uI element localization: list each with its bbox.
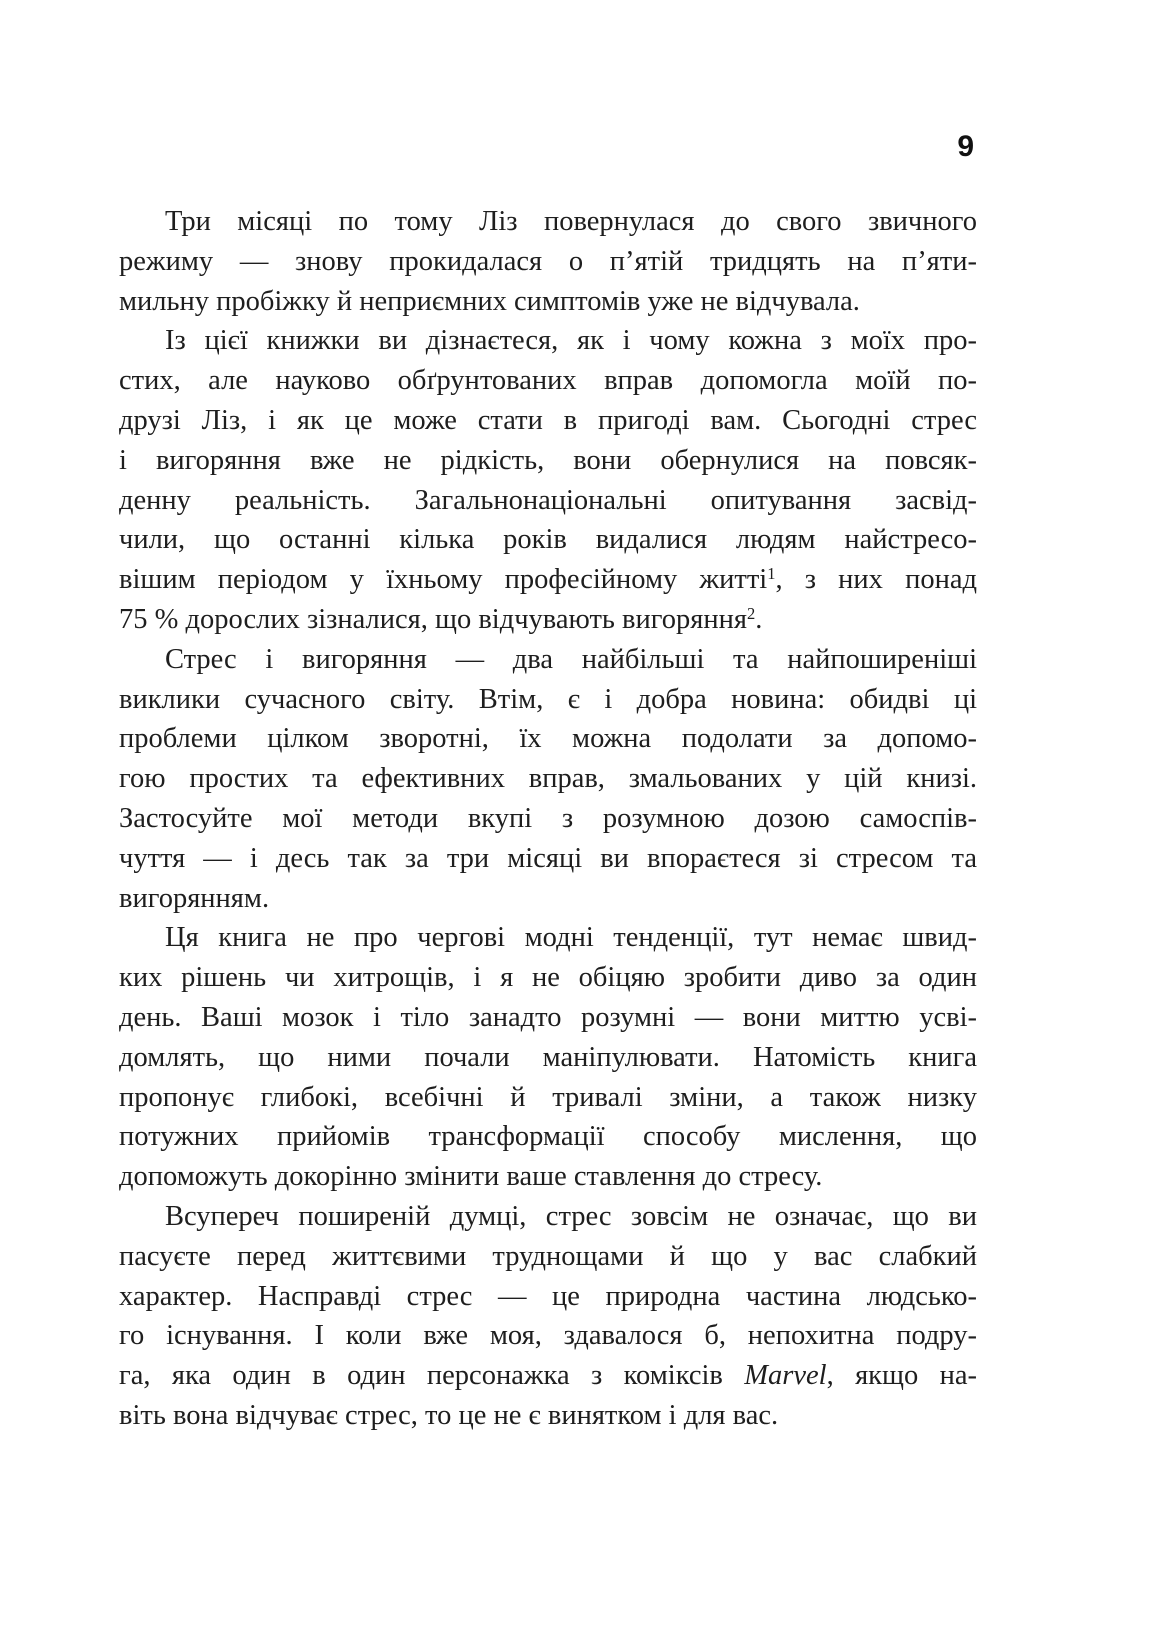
text-segment: , з них понад <box>775 564 977 596</box>
text-segment: стих, але науково обґрунтованих вправ допомогла моїй по- <box>119 365 977 397</box>
text-line <box>119 282 977 322</box>
text-segment: Три місяці по тому Ліз повернулася до свого звичного <box>165 206 977 237</box>
text-segment: Ця книга не про чергові модні тенденції, тут немає швид- <box>165 922 977 954</box>
text-segment: вішим періодом у їхньому професійному житті <box>119 564 768 596</box>
text-line <box>119 560 977 600</box>
text-line <box>119 1038 977 1078</box>
text-segment: режиму — знову прокидалася о п’ятій тридцять на п’яти- <box>119 245 977 277</box>
text-segment: , якщо на- <box>826 1360 978 1392</box>
text-line <box>119 680 977 720</box>
text-line <box>119 1117 977 1157</box>
text-line <box>119 242 977 282</box>
text-segment: потужних прийомів трансформації способу мислення, що <box>119 1121 977 1153</box>
text-line <box>119 520 977 560</box>
paragraph <box>119 918 977 1197</box>
text-segment: чили, що останні кілька років видалися людям найстресо- <box>119 524 977 556</box>
text-line <box>119 361 977 401</box>
text-line <box>119 1316 977 1356</box>
text-line <box>119 1356 977 1396</box>
text-segment: пропонує глибокі, всебічні й тривалі зміни, а також низку <box>119 1081 977 1113</box>
text-line <box>119 321 977 361</box>
italic-text: Marvel <box>744 1360 827 1392</box>
paragraph <box>119 321 977 639</box>
text-line <box>119 839 977 879</box>
text-line <box>119 958 977 998</box>
text-segment: Застосуйте мої методи вкупі з розумною дозою самоспів- <box>119 802 977 834</box>
text-line <box>119 759 977 799</box>
page-number: 9 <box>957 130 974 163</box>
text-line <box>119 401 977 441</box>
text-segment: домлять, що ними почали маніпулювати. Натомість книга <box>119 1041 977 1073</box>
text-line <box>119 441 977 481</box>
text-segment: . <box>755 603 763 635</box>
paragraph <box>119 1197 977 1436</box>
text-segment: гою простих та ефективних вправ, змальованих у цій книзі. <box>119 763 977 795</box>
page-text <box>119 202 977 1436</box>
text-line <box>119 1197 977 1237</box>
text-segment: мильну пробіжку й неприємних симптомів уже не відчувала. <box>119 285 860 317</box>
text-line <box>119 1078 977 1118</box>
text-segment: проблеми цілком зворотні, їх можна подолати за допомо- <box>119 723 977 755</box>
text-line <box>119 918 977 958</box>
text-line <box>119 1396 977 1436</box>
text-segment: денну реальність. Загальнонаціональні опитування засвід- <box>119 484 977 516</box>
text-segment: го існування. І коли вже моя, здавалося б, непохитна подру- <box>119 1320 977 1352</box>
text-segment: Стрес і вигоряння — два найбільші та найпоширеніші <box>165 643 977 675</box>
text-segment: і вигоряння вже не рідкість, вони обернулися на повсяк- <box>119 444 977 476</box>
text-segment: день. Ваші мозок і тіло занадто розумні — вони миттю усві- <box>119 1001 977 1033</box>
text-line <box>119 1157 977 1197</box>
text-segment: вигорянням. <box>119 882 270 914</box>
text-line <box>119 1277 977 1317</box>
text-segment: пасуєте перед життєвими труднощами й що у вас слабкий <box>119 1240 977 1272</box>
text-line <box>119 799 977 839</box>
text-line <box>119 1237 977 1277</box>
text-line <box>119 879 977 919</box>
text-segment: віть вона відчуває стрес, то це не є винятком і для вас. <box>119 1399 779 1431</box>
text-segment: Із цієї книжки ви дізнаєтеся, як і чому кожна з моїх про- <box>165 325 977 357</box>
paragraph <box>119 640 977 919</box>
footnote-marker: 2 <box>746 603 756 623</box>
text-line <box>119 481 977 521</box>
text-segment: Всупереч поширеній думці, стрес зовсім не означає, що ви <box>165 1200 977 1232</box>
text-segment: ких рішень чи хитрощів, і я не обіцяю зробити диво за один <box>119 962 977 994</box>
text-segment: друзі Ліз, і як це може стати в пригоді вам. Сьогодні стрес <box>119 404 977 436</box>
text-segment: чуття — і десь так за три місяці ви впораєтеся зі стресом та <box>119 842 977 874</box>
text-segment: виклики сучасного світу. Втім, є і добра новина: обидві ці <box>119 683 977 715</box>
text-line <box>119 719 977 759</box>
text-line <box>119 998 977 1038</box>
text-line <box>119 640 977 680</box>
text-segment: га, яка один в один персонажка з коміксів <box>119 1360 745 1392</box>
text-line <box>119 202 977 242</box>
text-line <box>119 600 977 640</box>
text-segment: характер. Насправді стрес — це природна частина людсько- <box>119 1280 977 1312</box>
text-segment: 75 % дорослих зізналися, що відчувають вигоряння <box>119 603 747 635</box>
footnote-marker: 1 <box>767 564 776 584</box>
text-segment: допоможуть докорінно змінити ваше ставлення до стресу. <box>119 1161 823 1193</box>
paragraph <box>119 202 977 321</box>
